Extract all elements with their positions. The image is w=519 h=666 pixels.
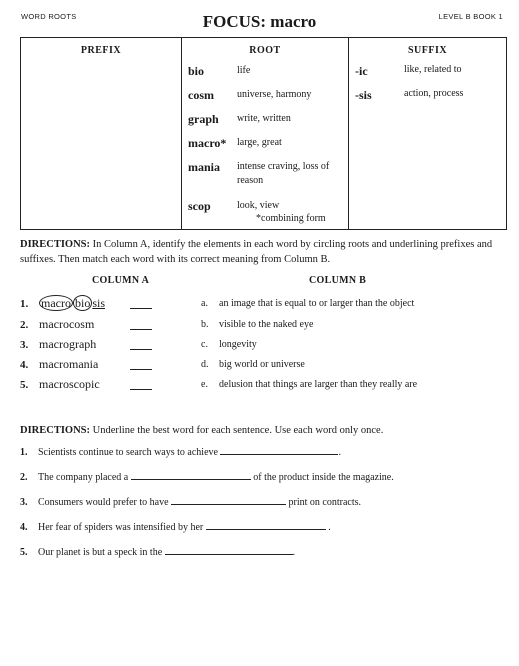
header-left-label: WORD ROOTS [21, 12, 77, 21]
item-word: macromania [39, 357, 99, 371]
column-a-item [20, 317, 94, 332]
answer-blank[interactable] [130, 329, 152, 330]
item-meaning: visible to the naked eye [219, 319, 314, 330]
sentence-blank[interactable] [131, 470, 251, 480]
root-word: scop [188, 199, 211, 213]
sentence-number: 4. [20, 522, 28, 533]
item-letter: c. [201, 339, 208, 350]
answer-blank[interactable] [130, 349, 152, 350]
root-meaning: write, written [237, 113, 291, 124]
item-meaning: longevity [219, 339, 257, 350]
root-word: mania [188, 160, 221, 174]
suffix-word: -sis [355, 88, 372, 102]
item-letter: d. [201, 359, 209, 370]
directions-matching [20, 237, 507, 267]
item-letter: a. [201, 298, 208, 309]
item-meaning: an image that is equal to or larger than the object [219, 298, 415, 309]
column-b-item [201, 379, 417, 390]
root-meaning: large, great [237, 137, 282, 148]
root-row [182, 88, 348, 103]
item-number: 2. [20, 319, 29, 331]
sentence-blank[interactable] [171, 495, 286, 505]
sentence-before: Scientists continue to search ways to achieve [38, 447, 218, 458]
item-meaning: big world or universe [219, 359, 305, 370]
sentence-number: 3. [20, 497, 28, 508]
directions-label: DIRECTIONS: [20, 239, 91, 250]
item-word: macrograph [39, 337, 97, 351]
suffix-meaning: action, process [404, 88, 464, 99]
directions-text: Underline the best word for each sentence. Use each word only once. [90, 425, 384, 436]
column-b-heading: COLUMN B [309, 275, 367, 286]
sentence-number: 1. [20, 447, 28, 458]
answer-blank[interactable] [130, 369, 152, 370]
header-right-label: LEVEL B BOOK 1 [438, 12, 503, 21]
root-meaning: intense craving, loss of reason [237, 161, 330, 186]
suffix-word: -ic [355, 64, 368, 78]
column-b-item [201, 359, 305, 370]
prefix-column [21, 38, 182, 229]
directions-text: In Column A, identify the elements in each word by circling roots and underlining prefixes and suffixes. Then match each word with its correct meaning from Column B. [20, 239, 493, 265]
item-number: 1. [20, 298, 29, 310]
root-word: cosm [188, 88, 214, 102]
column-a-heading: COLUMN A [92, 275, 150, 286]
root-row [182, 199, 348, 214]
item-meaning: delusion that things are larger than they really are [219, 379, 418, 390]
sentence-item [20, 470, 394, 483]
root-meaning: universe, harmony [237, 89, 312, 100]
root-row [182, 136, 348, 151]
sentence-blank[interactable] [206, 520, 326, 530]
root-word: macro* [188, 136, 227, 150]
sentence-after: . [338, 447, 341, 458]
answer-blank[interactable] [130, 389, 152, 390]
sentence-number: 2. [20, 472, 28, 483]
sentence-before: Her fear of spiders was intensified by her [38, 522, 204, 533]
column-b-item [201, 339, 257, 350]
sentence-before: Consumers would prefer to have [38, 497, 169, 508]
root-meaning: life [237, 65, 251, 76]
sentence-blank[interactable] [165, 545, 293, 555]
root-word: bio [188, 64, 205, 78]
sentence-before: Our planet is but a speck in the [38, 547, 163, 558]
item-word: macroscopic [39, 377, 100, 391]
sentence-item [20, 445, 341, 458]
item-word: macrocosm [39, 317, 95, 331]
sentence-after: print on contracts. [288, 497, 362, 508]
column-b-item [201, 298, 414, 309]
suffix-header: SUFFIX [407, 45, 448, 56]
answer-blank[interactable] [130, 308, 152, 309]
sentence-item [20, 545, 295, 558]
sentence-after: . [292, 547, 296, 558]
item-number: 3. [20, 339, 29, 351]
root-row [182, 64, 348, 79]
root-row [182, 112, 348, 127]
column-a-item [20, 377, 100, 392]
circled-root: bio [74, 296, 91, 310]
sentence-after: of the product inside the magazine. [253, 472, 394, 483]
sentence-item [20, 495, 361, 508]
page-title: FOCUS: macro [202, 12, 317, 31]
suffix-column [349, 38, 506, 229]
root-word: graph [188, 112, 219, 126]
root-column [182, 38, 349, 229]
item-letter: b. [201, 319, 209, 330]
sentence-item [20, 520, 331, 533]
circled-root: macro [41, 296, 71, 310]
item-number: 5. [20, 379, 29, 391]
sentence-after: . [328, 522, 331, 533]
suffix-row [349, 88, 506, 103]
sentence-blank[interactable] [220, 445, 338, 455]
root-row [182, 160, 348, 188]
sentence-number: 5. [20, 547, 28, 558]
sentence-before: The company placed a [38, 472, 129, 483]
underlined-suffix: sis [92, 296, 106, 310]
column-a-item [20, 337, 96, 352]
item-letter: e. [201, 379, 208, 390]
root-meaning: look, view [237, 200, 280, 211]
suffix-meaning: like, related to [404, 64, 462, 75]
combining-form-footnote: *combining form [256, 213, 326, 224]
root-header: ROOT [249, 45, 281, 56]
item-number: 4. [20, 359, 29, 371]
column-a-item [20, 357, 98, 372]
directions-underline [20, 423, 507, 438]
suffix-row [349, 64, 506, 79]
column-b-item [201, 319, 313, 330]
directions-label: DIRECTIONS: [20, 425, 91, 436]
word-parts-table [20, 37, 507, 230]
column-a-item [20, 296, 105, 311]
prefix-header: PREFIX [80, 45, 122, 56]
